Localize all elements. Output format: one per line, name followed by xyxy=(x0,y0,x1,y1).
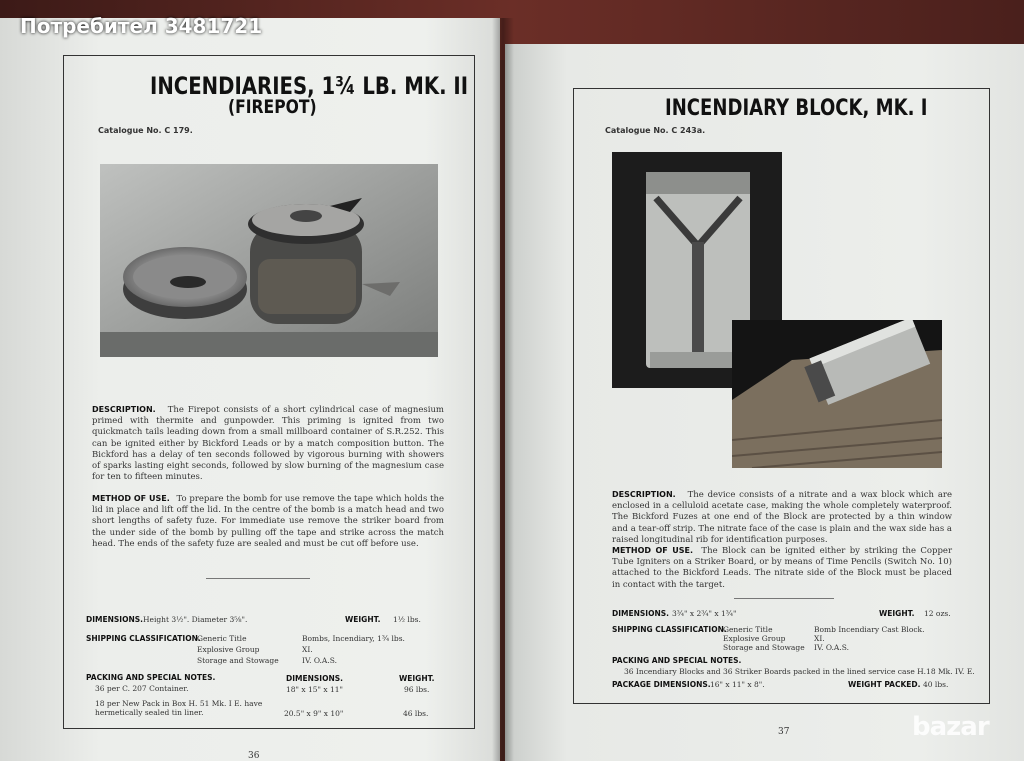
left-page-subtitle: (FIREPOT) xyxy=(228,96,317,118)
right-catalogue-number: Catalogue No. C 243a. xyxy=(605,126,706,135)
left-packing-weight: 46 lbs. xyxy=(403,709,429,718)
right-description-label: DESCRIPTION. xyxy=(612,490,676,499)
left-shipping-value: XI. xyxy=(302,645,313,654)
right-dimensions-value: 3¾" x 2¾" x 1¾" xyxy=(672,609,737,618)
left-packing-dim: 18" x 15" x 11" xyxy=(286,685,343,694)
right-method-of-use xyxy=(612,545,952,591)
right-shipping-key: Explosive Group xyxy=(723,634,786,643)
book-gutter xyxy=(492,18,514,761)
left-page-number: 36 xyxy=(248,751,260,761)
left-catalogue-number: Catalogue No. C 179. xyxy=(98,126,193,135)
left-shipping-key: Generic Title xyxy=(197,634,247,643)
right-package-dims-value: 16" x 11" x 8". xyxy=(710,680,765,689)
site-logo: bazar xyxy=(912,712,989,742)
left-page-frame xyxy=(63,55,475,729)
right-shipping-key: Generic Title xyxy=(723,625,773,634)
left-method-label: METHOD OF USE. xyxy=(92,494,170,503)
right-shipping-value: Bomb Incendiary Cast Block. xyxy=(814,625,925,634)
right-dimensions-label: DIMENSIONS. xyxy=(612,609,669,618)
user-watermark: Потребител 3481721 xyxy=(20,14,263,38)
firepot-photo xyxy=(100,164,438,357)
right-method-label: METHOD OF USE. xyxy=(612,546,694,555)
left-packing-dim: 20.5" x 9" x 10" xyxy=(284,709,344,718)
right-method-text: The Block can be ignited either by striking the Copper Tube Igniters on a Striker Board, or by means of Time Pencils (Switch No. 10) attached to the Bickford Leads. The nitrate side of the Block must be placed in contact with the target. xyxy=(612,546,953,590)
left-shipping-value: Bombs, Incendiary, 1¾ lbs. xyxy=(302,634,405,643)
incendiary-block-photo-flat xyxy=(732,320,942,468)
left-packing-weight-label: WEIGHT. xyxy=(399,674,435,683)
left-packing-note: 18 per New Pack in Box H. 51 Mk. I E. have hermetically sealed tin liner. xyxy=(95,699,263,717)
left-dimensions-value: Height 3½". Diameter 3⅝". xyxy=(143,615,248,624)
left-description xyxy=(92,404,444,483)
right-packing-note: 36 Incendiary Blocks and 36 Striker Boards packed in the lined service case H.18 Mk. IV. E. xyxy=(624,667,975,676)
left-weight-value: 1½ lbs. xyxy=(393,615,421,624)
left-method-of-use xyxy=(92,493,444,550)
left-packing-dims-label: DIMENSIONS. xyxy=(286,674,343,683)
left-shipping-value: IV. O.A.S. xyxy=(302,656,337,665)
left-packing-label: PACKING AND SPECIAL NOTES. xyxy=(86,673,216,682)
left-packing-note: 36 per C. 207 Container. xyxy=(95,684,189,693)
right-shipping-value: XI. xyxy=(814,634,825,643)
right-weight-packed-value: 40 lbs. xyxy=(923,680,949,689)
right-weight-label: WEIGHT. xyxy=(879,609,915,618)
left-description-label: DESCRIPTION. xyxy=(92,405,156,414)
left-shipping-key: Storage and Stowage xyxy=(197,656,279,665)
right-page-title: INCENDIARY BLOCK, MK. I xyxy=(665,96,928,121)
left-shipping-key: Explosive Group xyxy=(197,645,260,654)
left-weight-label: WEIGHT. xyxy=(345,615,381,624)
right-packing-label: PACKING AND SPECIAL NOTES. xyxy=(612,656,742,665)
right-shipping-value: IV. O.A.S. xyxy=(814,643,849,652)
left-dimensions-label: DIMENSIONS. xyxy=(86,615,143,624)
right-page-number: 37 xyxy=(778,727,790,737)
left-packing-weight: 96 lbs. xyxy=(404,685,430,694)
right-shipping-key: Storage and Stowage xyxy=(723,643,805,652)
right-description xyxy=(612,489,952,546)
right-weight-packed-label: WEIGHT PACKED. xyxy=(848,680,921,689)
right-description-text: The device consists of a nitrate and a wax block which are enclosed in a celluloid acetate case, making the whole completely waterproof. The Bickford Fuzes at one end of the Block are protected by a thin window and a tear-off strip. The nitrate face of the case is plain and the wax side has a raised longitudinal rib for identification purposes. xyxy=(612,490,953,545)
right-divider xyxy=(734,598,834,599)
right-shipping-label: SHIPPING CLASSIFICATION. xyxy=(612,625,727,634)
left-description-text: The Firepot consists of a short cylindrical case of magnesium primed with thermite and gunpowder. This priming is ignited from two quickmatch tails leading down from a small millboard container of S.R.252. This can be ignited either by Bickford Leads or by a match composition button. The Bickford has a delay of ten seconds followed by vigorous burning with showers of sparks lasting eight seconds, followed by slow burning of the magnesium case for ten to fifteen minutes. xyxy=(92,405,444,483)
left-divider xyxy=(206,578,310,579)
left-page-title: INCENDIARIES, 1¾ LB. MK. II xyxy=(150,72,469,100)
left-method-text: To prepare the bomb for use remove the tape which holds the lid in place and lift off the lid. In the centre of the bomb is a match head and two short lengths of safety fuze. For immediate use remove the striker board from the under side of the bomb by pulling off the tape and strike across the match head. The ends of the safety fuze are sealed and must be cut off before use. xyxy=(92,494,445,549)
left-shipping-label: SHIPPING CLASSIFICATION. xyxy=(86,634,201,643)
right-package-dims-label: PACKAGE DIMENSIONS. xyxy=(612,680,711,689)
right-weight-value: 12 ozs. xyxy=(924,609,951,618)
